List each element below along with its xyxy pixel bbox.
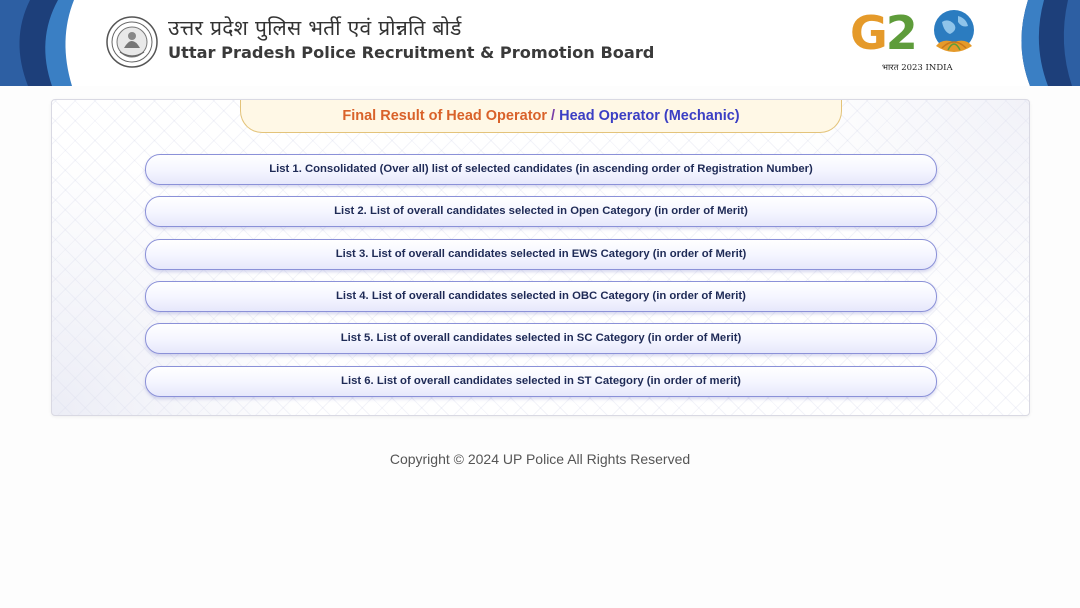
list-2-link[interactable] [145, 196, 937, 227]
copyright-text: Copyright © 2024 UP Police All Rights Reserved [389, 451, 691, 467]
list-1-link[interactable] [145, 154, 937, 185]
list-3-label: List 3. List of overall candidates selected in EWS Category (in order of Merit) [335, 248, 747, 260]
list-6-label: List 6. List of overall candidates selected in ST Category (in order of merit) [341, 375, 741, 387]
g20-wordmark [850, 6, 916, 60]
list-1-label: List 1. Consolidated (Over all) list of selected candidates (in ascending order of Registration Number) [269, 163, 813, 175]
list-5-label: List 5. List of overall candidates selected in SC Category (in order of Merit) [340, 332, 742, 344]
list-6-link[interactable] [145, 366, 937, 397]
result-title-tab [240, 100, 842, 133]
g20-logo [848, 6, 988, 80]
g20-digit-two: 2 [885, 6, 916, 60]
site-header [0, 0, 1080, 86]
result-title-part1: Final Result of Head Operator [342, 108, 548, 124]
up-police-emblem-icon [106, 16, 158, 68]
g20-subtitle: भारत 2023 INDIA [882, 63, 953, 73]
result-title [241, 100, 841, 132]
list-4-label: List 4. List of overall candidates selected in OBC Category (in order of Merit) [336, 290, 746, 302]
header-band-right [1010, 0, 1080, 86]
g20-letter-g: G [850, 6, 886, 60]
list-2-label: List 2. List of overall candidates selected in Open Category (in order of Merit) [334, 205, 748, 217]
list-4-link[interactable] [145, 281, 937, 312]
g20-globe-lotus-icon [928, 8, 980, 60]
list-3-link[interactable] [145, 239, 937, 270]
list-5-link[interactable] [145, 323, 937, 354]
header-band-left [0, 0, 80, 86]
result-title-separator: / [547, 108, 560, 124]
result-title-part2: Head Operator (Mechanic) [559, 108, 740, 124]
result-card [51, 99, 1030, 416]
site-title-hindi: उत्तर प्रदेश पुलिस भर्ती एवं प्रोन्नति बोर्ड [168, 16, 462, 40]
site-title-english: Uttar Pradesh Police Recruitment & Promotion Board [168, 43, 655, 62]
